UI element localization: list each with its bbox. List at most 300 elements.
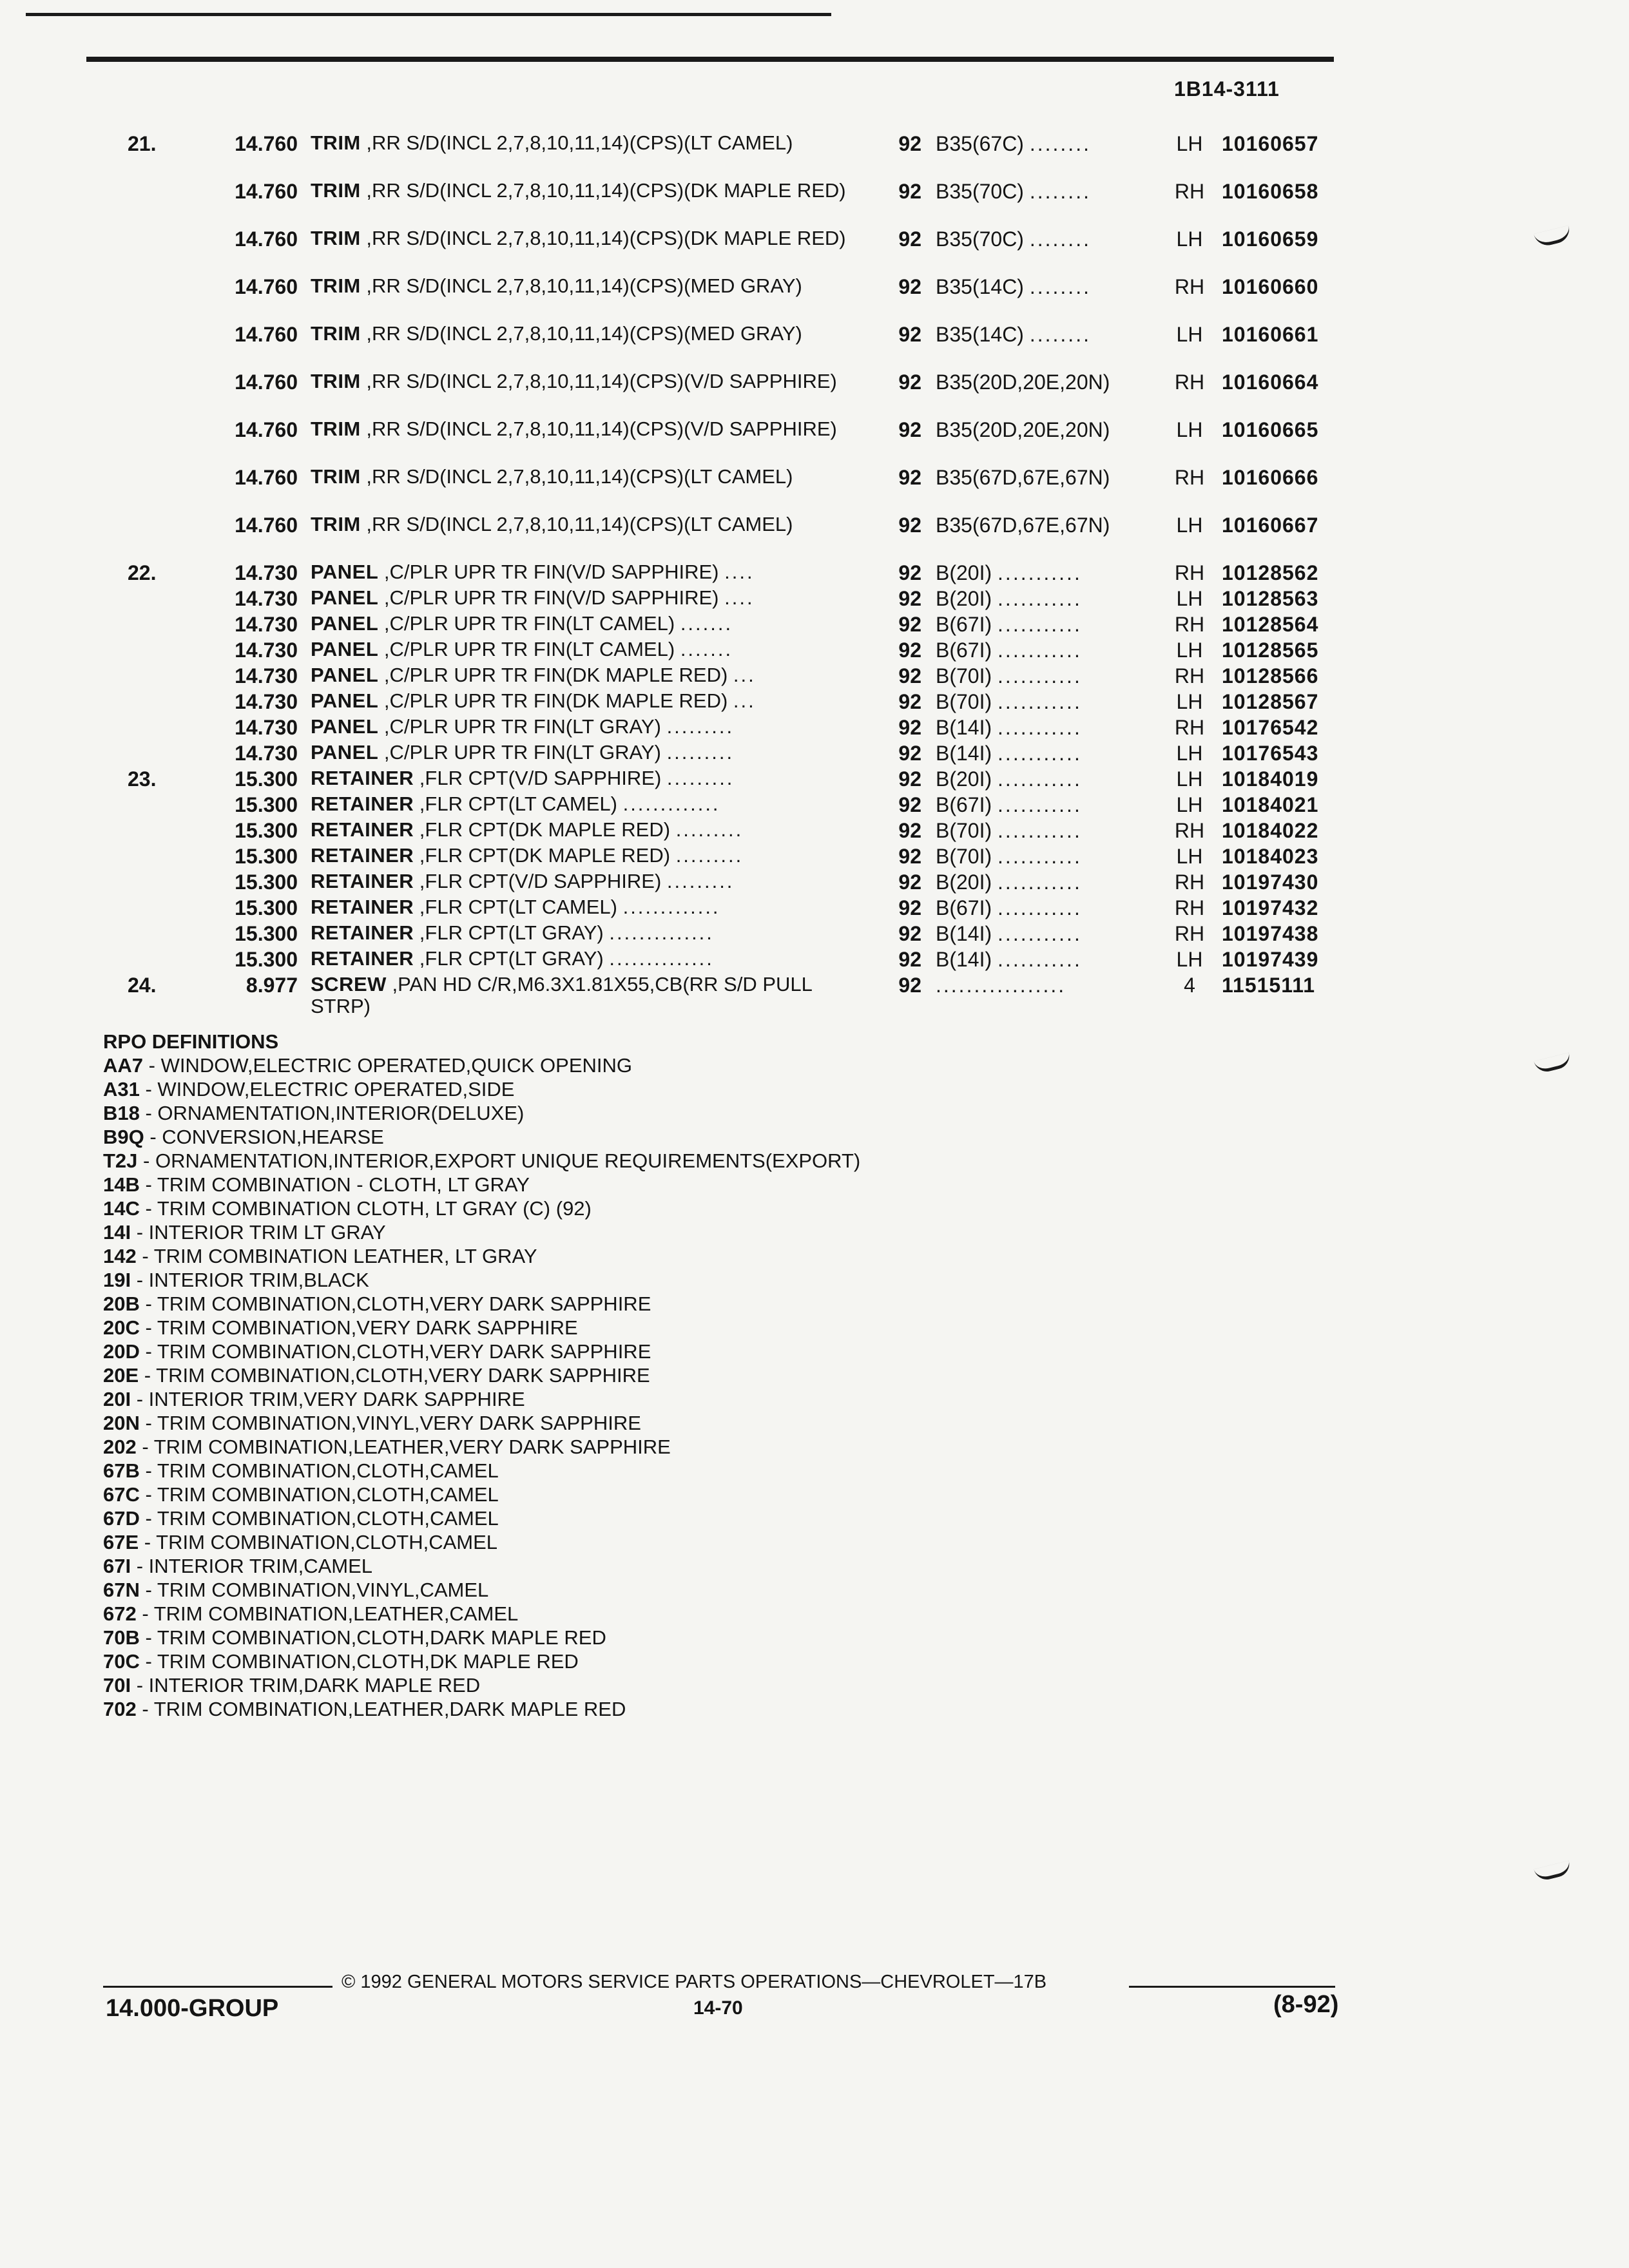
model-year: 92 bbox=[898, 974, 921, 997]
side-or-qty: 4 bbox=[1184, 974, 1195, 997]
header-rule bbox=[86, 57, 1334, 62]
rpo-definition bbox=[103, 1292, 860, 1316]
dot-leader: ......... bbox=[666, 741, 735, 764]
group-number: 14.760 bbox=[235, 275, 298, 298]
item-number: 22. bbox=[128, 561, 157, 584]
part-description bbox=[311, 227, 865, 249]
option-code: B35(14C) bbox=[936, 275, 1024, 298]
dot-leader: ......... bbox=[666, 715, 735, 738]
part-description-text: ,FLR CPT(V/D SAPPHIRE) bbox=[419, 767, 662, 789]
option-usage bbox=[936, 922, 1168, 945]
model-year: 92 bbox=[898, 870, 921, 894]
part-name: PANEL bbox=[311, 664, 379, 686]
rpo-definition bbox=[103, 1626, 860, 1649]
catalog-entry bbox=[0, 613, 1629, 639]
side-or-qty: RH bbox=[1174, 664, 1205, 687]
part-description bbox=[311, 870, 865, 892]
page-number: 1B14-3111 bbox=[1174, 77, 1280, 101]
model-year: 92 bbox=[898, 664, 921, 687]
option-code: B(67I) bbox=[936, 793, 992, 816]
part-number: 10197438 bbox=[1222, 922, 1319, 945]
option-usage bbox=[936, 466, 1168, 489]
dot-leader: ....... bbox=[680, 638, 733, 660]
model-year: 92 bbox=[898, 587, 921, 610]
model-year: 92 bbox=[898, 948, 921, 971]
catalog-entry bbox=[0, 514, 1629, 561]
dot-leader: ....... bbox=[680, 612, 733, 635]
group-number: 14.730 bbox=[235, 742, 298, 765]
catalog-entry bbox=[0, 716, 1629, 742]
catalog-entry bbox=[0, 587, 1629, 613]
group-number: 15.300 bbox=[235, 845, 298, 868]
rpo-code: 67E bbox=[103, 1531, 139, 1553]
part-description-text: ,C/PLR UPR TR FIN(LT GRAY) bbox=[383, 741, 661, 764]
part-name: PANEL bbox=[311, 586, 379, 609]
catalog-entry bbox=[0, 896, 1629, 922]
group-number: 14.760 bbox=[235, 514, 298, 537]
rpo-code: 202 bbox=[103, 1436, 137, 1458]
option-code: B35(67D,67E,67N) bbox=[936, 466, 1110, 489]
dot-leader: .............. bbox=[609, 947, 714, 970]
model-year: 92 bbox=[898, 418, 921, 441]
rpo-text: - TRIM COMBINATION,LEATHER,DARK MAPLE RED bbox=[136, 1698, 626, 1720]
group-number: 14.760 bbox=[235, 466, 298, 489]
part-description-text: ,C/PLR UPR TR FIN(LT CAMEL) bbox=[383, 638, 675, 660]
part-number: 10197430 bbox=[1222, 870, 1319, 894]
part-description-text: ,FLR CPT(LT CAMEL) bbox=[419, 896, 617, 918]
model-year: 92 bbox=[898, 227, 921, 251]
item-number: 21. bbox=[128, 132, 157, 155]
side-or-qty: LH bbox=[1176, 323, 1203, 346]
catalog-entry bbox=[0, 180, 1629, 227]
group-number: 14.760 bbox=[235, 132, 298, 155]
rpo-definition bbox=[103, 1101, 860, 1125]
model-year: 92 bbox=[898, 514, 921, 537]
option-code: B(14I) bbox=[936, 716, 992, 739]
rpo-text: - ORNAMENTATION,INTERIOR(DELUXE) bbox=[139, 1102, 525, 1124]
model-year: 92 bbox=[898, 561, 921, 584]
side-or-qty: LH bbox=[1176, 639, 1203, 662]
part-description bbox=[311, 275, 865, 297]
rpo-code: 67I bbox=[103, 1555, 131, 1577]
part-number: 11515111 bbox=[1222, 974, 1316, 997]
part-number: 10184019 bbox=[1222, 767, 1319, 791]
part-name: PANEL bbox=[311, 741, 379, 764]
dot-leader: ................. bbox=[936, 974, 1066, 997]
model-year: 92 bbox=[898, 896, 921, 919]
catalog-entry bbox=[0, 922, 1629, 948]
rpo-definition bbox=[103, 1173, 860, 1196]
rpo-code: 14C bbox=[103, 1197, 140, 1220]
rpo-text: - TRIM COMBINATION,CLOTH,VERY DARK SAPPHIRE bbox=[139, 1340, 651, 1363]
model-year: 92 bbox=[898, 716, 921, 739]
option-code: B35(67D,67E,67N) bbox=[936, 514, 1110, 537]
part-name: TRIM bbox=[311, 465, 361, 488]
side-or-qty: RH bbox=[1174, 370, 1205, 394]
side-or-qty: RH bbox=[1174, 716, 1205, 739]
option-code: B(20I) bbox=[936, 870, 992, 894]
part-number: 10197439 bbox=[1222, 948, 1319, 971]
rpo-text: - TRIM COMBINATION - CLOTH, LT GRAY bbox=[139, 1173, 530, 1196]
option-usage bbox=[936, 974, 1168, 997]
option-usage bbox=[936, 418, 1168, 441]
rpo-definition bbox=[103, 1316, 860, 1340]
option-code: B(67I) bbox=[936, 896, 992, 919]
part-description-text: ,RR S/D(INCL 2,7,8,10,11,14)(CPS)(LT CAMEL) bbox=[366, 131, 793, 154]
part-description bbox=[311, 819, 865, 841]
option-usage bbox=[936, 870, 1168, 894]
part-description bbox=[311, 845, 865, 867]
catalog-entry bbox=[0, 275, 1629, 323]
part-number: 10128564 bbox=[1222, 613, 1319, 636]
dot-leader: ........... bbox=[998, 922, 1082, 945]
rpo-text: - TRIM COMBINATION,CLOTH,CAMEL bbox=[139, 1483, 499, 1506]
part-name: RETAINER bbox=[311, 896, 414, 918]
footer-group-label: 14.000-GROUP bbox=[106, 1995, 279, 2022]
part-description bbox=[311, 466, 865, 488]
part-description bbox=[311, 767, 865, 789]
option-usage bbox=[936, 793, 1168, 816]
group-number: 14.760 bbox=[235, 227, 298, 251]
dot-leader: ........... bbox=[998, 819, 1082, 842]
rpo-definition bbox=[103, 1363, 860, 1387]
part-name: TRIM bbox=[311, 274, 361, 297]
group-number: 15.300 bbox=[235, 870, 298, 894]
group-number: 14.730 bbox=[235, 587, 298, 610]
dot-leader: ........... bbox=[998, 587, 1082, 610]
option-code: B35(20D,20E,20N) bbox=[936, 370, 1110, 394]
rpo-definition bbox=[103, 1149, 860, 1173]
rpo-text: - INTERIOR TRIM,BLACK bbox=[131, 1269, 369, 1291]
dot-leader: ........ bbox=[1029, 323, 1091, 346]
part-number: 10160658 bbox=[1222, 180, 1319, 203]
top-edge-rule bbox=[26, 13, 831, 16]
part-description-text: ,FLR CPT(DK MAPLE RED) bbox=[419, 818, 671, 841]
part-description bbox=[311, 561, 865, 583]
part-number: 10160660 bbox=[1222, 275, 1319, 298]
part-description bbox=[311, 587, 865, 609]
dot-leader: ........... bbox=[998, 639, 1082, 662]
part-number: 10176543 bbox=[1222, 742, 1319, 765]
part-description-text: ,C/PLR UPR TR FIN(DK MAPLE RED) bbox=[383, 664, 728, 686]
part-description bbox=[311, 742, 865, 764]
side-or-qty: RH bbox=[1174, 819, 1205, 842]
part-number: 10184023 bbox=[1222, 845, 1319, 868]
rpo-text: - INTERIOR TRIM,CAMEL bbox=[131, 1555, 373, 1577]
rpo-definition bbox=[103, 1220, 860, 1244]
model-year: 92 bbox=[898, 767, 921, 791]
side-or-qty: RH bbox=[1174, 275, 1205, 298]
dot-leader: ........ bbox=[1029, 275, 1091, 298]
part-number: 10160666 bbox=[1222, 466, 1319, 489]
model-year: 92 bbox=[898, 132, 921, 155]
part-description bbox=[311, 132, 865, 154]
footer-page-number: 14-70 bbox=[693, 1997, 743, 2019]
rpo-code: 19I bbox=[103, 1269, 131, 1291]
part-description bbox=[311, 690, 865, 712]
side-or-qty: RH bbox=[1174, 870, 1205, 894]
part-description bbox=[311, 613, 865, 635]
side-or-qty: LH bbox=[1176, 690, 1203, 713]
group-number: 14.730 bbox=[235, 664, 298, 687]
dot-leader: ........... bbox=[998, 690, 1082, 713]
model-year: 92 bbox=[898, 613, 921, 636]
part-number: 10160657 bbox=[1222, 132, 1319, 155]
part-name: TRIM bbox=[311, 322, 361, 345]
part-description bbox=[311, 639, 865, 660]
part-description-text: ,RR S/D(INCL 2,7,8,10,11,14)(CPS)(DK MAPLE RED) bbox=[366, 179, 846, 202]
group-number: 14.760 bbox=[235, 418, 298, 441]
rpo-code: 20C bbox=[103, 1316, 140, 1339]
part-description-text: ,PAN HD C/R,M6.3X1.81X55,CB(RR S/D PULL STRP) bbox=[311, 973, 812, 1017]
option-code: B(70I) bbox=[936, 845, 992, 868]
part-description bbox=[311, 793, 865, 815]
rpo-code: 14B bbox=[103, 1173, 140, 1196]
part-number: 10160664 bbox=[1222, 370, 1319, 394]
rpo-code: 20N bbox=[103, 1412, 140, 1434]
catalog-entry bbox=[0, 418, 1629, 466]
footer-rule-left bbox=[103, 1986, 333, 1988]
dot-leader: ... bbox=[733, 689, 756, 712]
rpo-code: 20B bbox=[103, 1293, 140, 1315]
rpo-code: A31 bbox=[103, 1078, 140, 1100]
catalog-entry bbox=[0, 664, 1629, 690]
option-usage bbox=[936, 664, 1168, 687]
margin-tick bbox=[1534, 1861, 1572, 1883]
rpo-text: - INTERIOR TRIM,DARK MAPLE RED bbox=[131, 1674, 481, 1696]
rpo-text: - TRIM COMBINATION,CLOTH,CAMEL bbox=[139, 1507, 499, 1530]
rpo-text: - TRIM COMBINATION,CLOTH,VERY DARK SAPPHIRE bbox=[139, 1364, 650, 1387]
group-number: 15.300 bbox=[235, 767, 298, 791]
part-description bbox=[311, 922, 865, 944]
group-number: 14.730 bbox=[235, 613, 298, 636]
rpo-definition bbox=[103, 1053, 860, 1077]
rpo-code: 67N bbox=[103, 1579, 140, 1601]
option-usage bbox=[936, 896, 1168, 919]
rpo-text: - TRIM COMBINATION,LEATHER,VERY DARK SAPPHIRE bbox=[136, 1436, 671, 1458]
part-name: TRIM bbox=[311, 418, 361, 440]
part-number: 10184022 bbox=[1222, 819, 1319, 842]
part-description-text: ,C/PLR UPR TR FIN(DK MAPLE RED) bbox=[383, 689, 728, 712]
rpo-definition bbox=[103, 1077, 860, 1101]
catalog-entry bbox=[0, 948, 1629, 974]
rpo-definition bbox=[103, 1387, 860, 1411]
dot-leader: ......... bbox=[675, 844, 744, 867]
rpo-text: - INTERIOR TRIM LT GRAY bbox=[131, 1221, 386, 1244]
catalog-entry bbox=[0, 974, 1629, 1021]
model-year: 92 bbox=[898, 819, 921, 842]
model-year: 92 bbox=[898, 275, 921, 298]
dot-leader: ........ bbox=[1029, 227, 1091, 251]
part-name: RETAINER bbox=[311, 793, 414, 815]
dot-leader: ............. bbox=[622, 793, 720, 815]
side-or-qty: LH bbox=[1176, 227, 1203, 251]
part-number: 10128563 bbox=[1222, 587, 1319, 610]
rpo-code: B18 bbox=[103, 1102, 140, 1124]
dot-leader: ........ bbox=[1029, 132, 1091, 155]
model-year: 92 bbox=[898, 466, 921, 489]
group-number: 14.730 bbox=[235, 639, 298, 662]
catalog-entry bbox=[0, 690, 1629, 716]
part-name: TRIM bbox=[311, 370, 361, 392]
rpo-text: - ORNAMENTATION,INTERIOR,EXPORT UNIQUE REQUIREMENTS(EXPORT) bbox=[137, 1149, 861, 1172]
part-name: RETAINER bbox=[311, 921, 414, 944]
part-number: 10160661 bbox=[1222, 323, 1319, 346]
model-year: 92 bbox=[898, 922, 921, 945]
group-number: 14.760 bbox=[235, 180, 298, 203]
rpo-definition bbox=[103, 1506, 860, 1530]
option-usage bbox=[936, 948, 1168, 971]
catalog-entry bbox=[0, 767, 1629, 793]
part-description-text: ,RR S/D(INCL 2,7,8,10,11,14)(CPS)(DK MAPLE RED) bbox=[366, 227, 846, 249]
catalog-entry bbox=[0, 370, 1629, 418]
part-name: PANEL bbox=[311, 715, 379, 738]
option-code: B35(20D,20E,20N) bbox=[936, 418, 1110, 441]
part-description bbox=[311, 716, 865, 738]
rpo-code: 70B bbox=[103, 1626, 140, 1649]
side-or-qty: RH bbox=[1174, 561, 1205, 584]
rpo-text: - TRIM COMBINATION,CLOTH,CAMEL bbox=[139, 1531, 498, 1553]
catalog-entry bbox=[0, 561, 1629, 587]
rpo-definition bbox=[103, 1554, 860, 1578]
dot-leader: ........ bbox=[1029, 180, 1091, 203]
model-year: 92 bbox=[898, 690, 921, 713]
part-number: 10128565 bbox=[1222, 639, 1319, 662]
rpo-text: - WINDOW,ELECTRIC OPERATED,SIDE bbox=[139, 1078, 515, 1100]
footer-rule-right bbox=[1129, 1986, 1335, 1988]
rpo-definition bbox=[103, 1196, 860, 1220]
rpo-code: AA7 bbox=[103, 1054, 144, 1077]
catalog-entry bbox=[0, 742, 1629, 767]
rpo-text: - TRIM COMBINATION,VINYL,CAMEL bbox=[139, 1579, 489, 1601]
part-description bbox=[311, 370, 865, 392]
part-name: RETAINER bbox=[311, 818, 414, 841]
group-number: 8.977 bbox=[246, 974, 298, 997]
rpo-code: 702 bbox=[103, 1698, 137, 1720]
group-number: 15.300 bbox=[235, 896, 298, 919]
side-or-qty: RH bbox=[1174, 466, 1205, 489]
dot-leader: .... bbox=[724, 586, 755, 609]
dot-leader: .... bbox=[724, 561, 755, 583]
dot-leader: ........... bbox=[998, 896, 1082, 919]
dot-leader: .............. bbox=[609, 921, 714, 944]
option-usage bbox=[936, 767, 1168, 791]
part-description-text: ,C/PLR UPR TR FIN(LT GRAY) bbox=[383, 715, 661, 738]
part-description-text: ,C/PLR UPR TR FIN(V/D SAPPHIRE) bbox=[383, 561, 719, 583]
option-usage bbox=[936, 323, 1168, 346]
catalog-entry bbox=[0, 870, 1629, 896]
part-description-text: ,FLR CPT(LT GRAY) bbox=[419, 921, 604, 944]
option-code: B35(70C) bbox=[936, 180, 1024, 203]
group-number: 14.760 bbox=[235, 323, 298, 346]
dot-leader: ......... bbox=[666, 767, 735, 789]
rpo-code: 67C bbox=[103, 1483, 140, 1506]
part-name: TRIM bbox=[311, 513, 361, 535]
option-code: B35(14C) bbox=[936, 323, 1024, 346]
catalog-entry bbox=[0, 227, 1629, 275]
part-description-text: ,RR S/D(INCL 2,7,8,10,11,14)(CPS)(LT CAMEL) bbox=[366, 465, 793, 488]
rpo-text: - TRIM COMBINATION,CLOTH,VERY DARK SAPPHIRE bbox=[139, 1293, 651, 1315]
catalog-entry bbox=[0, 819, 1629, 845]
option-usage bbox=[936, 180, 1168, 203]
side-or-qty: LH bbox=[1176, 587, 1203, 610]
model-year: 92 bbox=[898, 742, 921, 765]
side-or-qty: RH bbox=[1174, 922, 1205, 945]
rpo-code: B9Q bbox=[103, 1126, 144, 1148]
dot-leader: ........... bbox=[998, 716, 1082, 739]
option-usage bbox=[936, 275, 1168, 298]
rpo-text: - TRIM COMBINATION,VERY DARK SAPPHIRE bbox=[139, 1316, 578, 1339]
side-or-qty: RH bbox=[1174, 613, 1205, 636]
option-usage bbox=[936, 639, 1168, 662]
dot-leader: ........... bbox=[998, 742, 1082, 765]
footer-date: (8-92) bbox=[1273, 1991, 1339, 2018]
catalog-entry bbox=[0, 132, 1629, 180]
catalog-entry bbox=[0, 639, 1629, 664]
side-or-qty: LH bbox=[1176, 514, 1203, 537]
part-description bbox=[311, 418, 865, 440]
part-name: PANEL bbox=[311, 561, 379, 583]
part-description bbox=[311, 514, 865, 535]
model-year: 92 bbox=[898, 793, 921, 816]
dot-leader: ........... bbox=[998, 845, 1082, 868]
part-description-text: ,RR S/D(INCL 2,7,8,10,11,14)(CPS)(LT CAMEL) bbox=[366, 513, 793, 535]
part-description bbox=[311, 180, 865, 202]
dot-leader: ......... bbox=[675, 818, 744, 841]
rpo-code: 14I bbox=[103, 1221, 131, 1244]
group-number: 15.300 bbox=[235, 819, 298, 842]
rpo-code: 67B bbox=[103, 1459, 140, 1482]
rpo-text: - CONVERSION,HEARSE bbox=[144, 1126, 384, 1148]
option-code: B(20I) bbox=[936, 767, 992, 791]
option-code: B(70I) bbox=[936, 664, 992, 687]
part-description-text: ,RR S/D(INCL 2,7,8,10,11,14)(CPS)(MED GRAY) bbox=[366, 274, 802, 297]
option-usage bbox=[936, 227, 1168, 251]
part-description-text: ,C/PLR UPR TR FIN(V/D SAPPHIRE) bbox=[383, 586, 719, 609]
rpo-text: - TRIM COMBINATION,CLOTH,CAMEL bbox=[139, 1459, 499, 1482]
option-usage bbox=[936, 370, 1168, 394]
model-year: 92 bbox=[898, 323, 921, 346]
part-name: TRIM bbox=[311, 227, 361, 249]
group-number: 14.730 bbox=[235, 690, 298, 713]
group-number: 14.730 bbox=[235, 561, 298, 584]
rpo-code: 20E bbox=[103, 1364, 139, 1387]
part-description-text: ,FLR CPT(DK MAPLE RED) bbox=[419, 844, 671, 867]
dot-leader: ........... bbox=[998, 561, 1082, 584]
side-or-qty: LH bbox=[1176, 132, 1203, 155]
side-or-qty: RH bbox=[1174, 180, 1205, 203]
part-name: PANEL bbox=[311, 638, 379, 660]
catalog-entry bbox=[0, 466, 1629, 514]
option-code: B35(67C) bbox=[936, 132, 1024, 155]
rpo-code: 672 bbox=[103, 1602, 137, 1625]
rpo-definition bbox=[103, 1435, 860, 1459]
part-number: 10160659 bbox=[1222, 227, 1319, 251]
part-name: RETAINER bbox=[311, 947, 414, 970]
rpo-code: 20I bbox=[103, 1388, 131, 1410]
dot-leader: ........... bbox=[998, 870, 1082, 894]
rpo-text: - TRIM COMBINATION CLOTH, LT GRAY (C) (92) bbox=[139, 1197, 592, 1220]
part-description bbox=[311, 664, 865, 686]
side-or-qty: LH bbox=[1176, 767, 1203, 791]
part-name: PANEL bbox=[311, 612, 379, 635]
part-number: 10160667 bbox=[1222, 514, 1319, 537]
footer-copyright: © 1992 GENERAL MOTORS SERVICE PARTS OPERATIONS—CHEVROLET—17B bbox=[342, 1972, 1047, 1992]
part-number: 10184021 bbox=[1222, 793, 1319, 816]
part-description bbox=[311, 323, 865, 345]
side-or-qty: LH bbox=[1176, 948, 1203, 971]
rpo-text: - TRIM COMBINATION LEATHER, LT GRAY bbox=[136, 1245, 537, 1267]
